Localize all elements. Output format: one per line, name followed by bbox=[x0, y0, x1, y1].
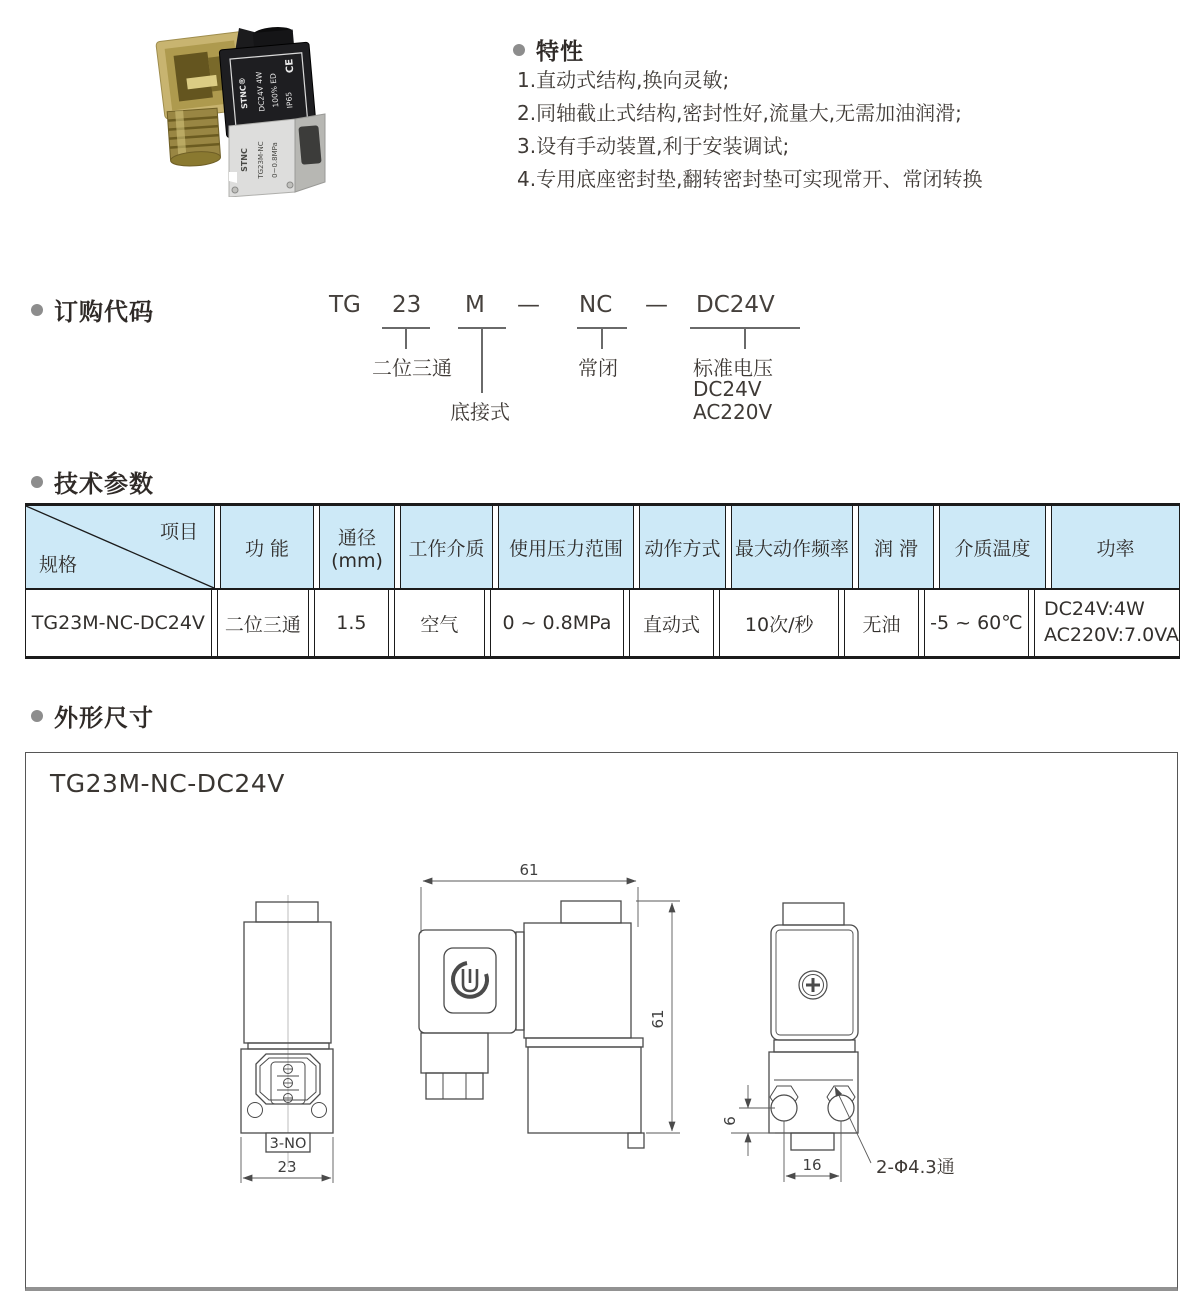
table-header-orifice: 通径 (mm) bbox=[319, 506, 395, 588]
table-header-pressure: 使用压力范围 bbox=[498, 506, 634, 588]
dimension-drawings bbox=[26, 753, 1179, 1288]
label-bottom-type: 底接式 bbox=[450, 400, 510, 424]
coil-ce-text: CE bbox=[284, 58, 297, 74]
label-voltage-title: 标准电压 bbox=[693, 356, 773, 380]
features-title: 特性 bbox=[536, 39, 584, 65]
code-dash: — bbox=[517, 292, 540, 318]
side-width-dim: 61 bbox=[519, 861, 539, 879]
feature-item: 2.同轴截止式结构,密封性好,流量大,无需加油润滑; bbox=[517, 101, 962, 125]
feature-item: 1.直动式结构,换向灵敏; bbox=[517, 68, 730, 92]
code-leader-line bbox=[744, 327, 746, 349]
code-leader-line bbox=[405, 327, 407, 349]
dimensions-model-label: TG23M-NC-DC24V bbox=[50, 769, 285, 798]
dimensions-heading bbox=[31, 698, 154, 733]
header-item: 项目 bbox=[159, 521, 198, 543]
table-header-lubrication: 润 滑 bbox=[858, 506, 934, 588]
rear-edge-dim: 6 bbox=[721, 1116, 739, 1126]
code-leader-line bbox=[481, 327, 483, 393]
coil-duty-text: 100% ED bbox=[268, 72, 281, 108]
table-header-function: 功 能 bbox=[220, 506, 314, 588]
ordering-heading bbox=[31, 292, 154, 327]
photo-brass-fitting bbox=[167, 108, 221, 167]
cell-medium: 空气 bbox=[394, 590, 485, 656]
code-series: TG bbox=[329, 292, 361, 318]
cell-frequency: 10次/秒 bbox=[719, 590, 839, 656]
front-width-dim: 23 bbox=[277, 1158, 297, 1176]
label-voltage-1: DC24V bbox=[693, 377, 762, 401]
table-header-power: 功率 bbox=[1051, 506, 1180, 588]
cell-actuation: 直动式 bbox=[629, 590, 715, 656]
rear-hole-note: 2-Φ4.3通 bbox=[876, 1157, 955, 1178]
bullet-icon bbox=[31, 304, 43, 316]
table-header-diagonal bbox=[25, 506, 215, 588]
body-brand-text: STNC bbox=[240, 148, 249, 172]
cell-lubrication: 无油 bbox=[844, 590, 919, 656]
coil-ip-text: IP65 bbox=[284, 91, 295, 109]
code-mount: M bbox=[465, 292, 485, 318]
table-header-actuation: 动作方式 bbox=[639, 506, 726, 588]
dimensions-title: 外形尺寸 bbox=[54, 704, 154, 732]
table-header-row bbox=[25, 506, 1180, 590]
front-view-drawing bbox=[241, 895, 333, 1183]
bullet-icon bbox=[513, 44, 525, 56]
table-header-temperature: 介质温度 bbox=[939, 506, 1046, 588]
cell-model: TG23M-NC-DC24V bbox=[25, 590, 212, 656]
coil-voltage-text: DC24V 4W bbox=[254, 71, 267, 113]
table-header-medium: 工作介质 bbox=[400, 506, 493, 588]
cell-power: DC24V:4W AC220V:7.0VA bbox=[1034, 590, 1180, 656]
table-header-frequency: 最大动作频率 bbox=[731, 506, 853, 588]
bullet-icon bbox=[31, 476, 43, 488]
label-voltage-2: AC220V bbox=[693, 400, 773, 424]
label-nc: 常闭 bbox=[578, 356, 618, 380]
side-view-drawing bbox=[419, 861, 680, 1148]
tech-params-title: 技术参数 bbox=[54, 470, 154, 498]
body-model-text: TG23M-NC bbox=[257, 141, 265, 179]
code-nc: NC bbox=[579, 292, 613, 318]
front-port-label: 3-NO bbox=[269, 1136, 307, 1152]
feature-item: 3.设有手动装置,利于安装调试; bbox=[517, 134, 790, 158]
cell-function: 二位三通 bbox=[217, 590, 309, 656]
cell-orifice: 1.5 bbox=[314, 590, 389, 656]
dimensions-panel bbox=[25, 752, 1178, 1291]
product-photo bbox=[147, 22, 347, 197]
code-leader-line bbox=[601, 327, 603, 349]
cell-temperature: -5 ~ 60℃ bbox=[924, 590, 1029, 656]
bullet-icon bbox=[31, 710, 43, 722]
ordering-title: 订购代码 bbox=[54, 298, 154, 326]
table-data-row bbox=[25, 590, 1180, 656]
tech-params-table bbox=[25, 503, 1180, 659]
side-height-dim: 61 bbox=[649, 1009, 667, 1029]
tech-params-heading bbox=[31, 464, 154, 499]
code-ports: 23 bbox=[392, 292, 422, 318]
photo-valve-body bbox=[229, 114, 325, 197]
features-heading bbox=[513, 33, 584, 66]
label-two-position: 二位三通 bbox=[372, 356, 452, 380]
cell-pressure: 0 ~ 0.8MPa bbox=[490, 590, 624, 656]
features-list bbox=[517, 64, 1157, 196]
coil-brand-text: STNC® bbox=[237, 76, 250, 110]
rear-view-drawing bbox=[721, 903, 955, 1182]
code-dash: — bbox=[645, 292, 668, 318]
code-voltage: DC24V bbox=[696, 292, 775, 318]
rear-spacing-dim: 16 bbox=[802, 1156, 822, 1174]
feature-item: 4.专用底座密封垫,翻转密封垫可实现常开、常闭转换 bbox=[517, 167, 983, 191]
header-spec: 规格 bbox=[39, 554, 78, 576]
body-pressure-text: 0~0.8MPa bbox=[271, 142, 279, 178]
